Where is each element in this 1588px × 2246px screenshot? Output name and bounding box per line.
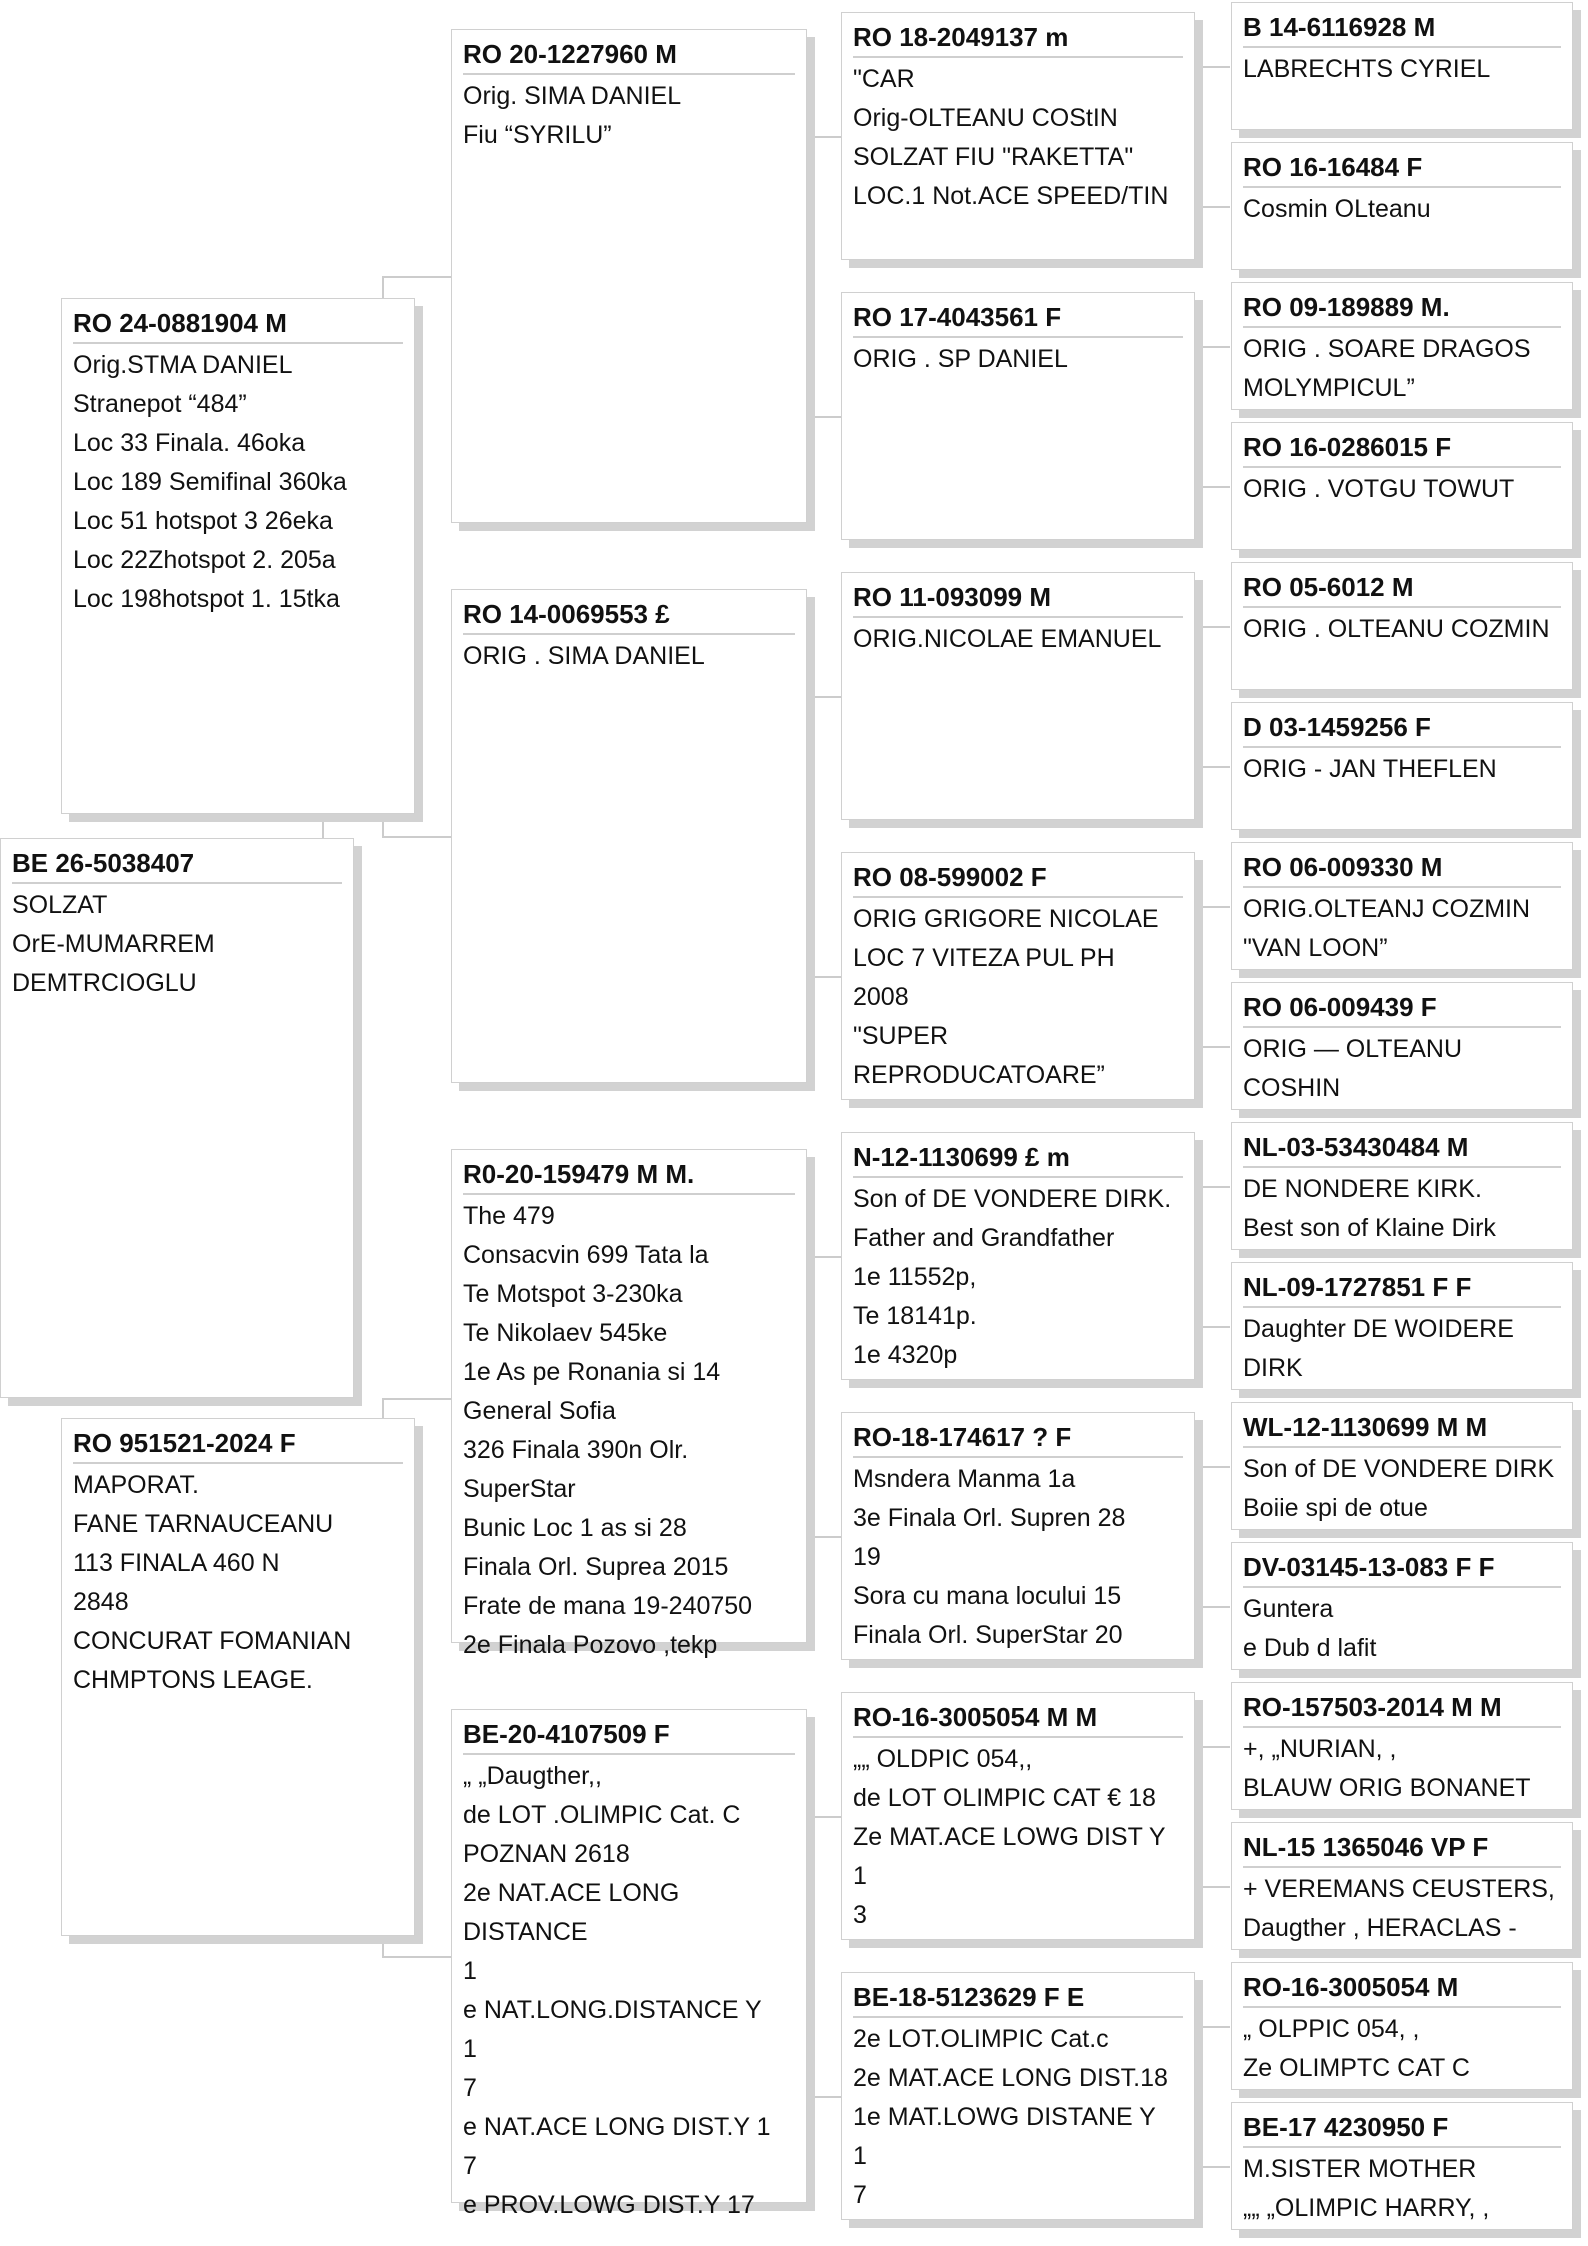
pedigree-line: General Sofia (463, 1397, 616, 1425)
gen4-card (1231, 1822, 1573, 1950)
pedigree-line: LABRECHTS CYRIEL (1243, 55, 1491, 83)
pedigree-line: Fiu “SYRILU” (463, 121, 612, 149)
pedigree-line: Daugther , HERACLAS - (1243, 1914, 1517, 1942)
pedigree-line: OrE-MUMARREM (12, 930, 215, 958)
connector-line (1198, 1046, 1230, 1048)
gen4-card (1231, 1122, 1573, 1250)
ring-number: RO-157503-2014 M M (1243, 1691, 1561, 1728)
ring-number: RO 06-009330 M (1243, 851, 1561, 888)
pedigree-line: LOC.1 Not.ACE SPEED/TIN (853, 182, 1169, 210)
pedigree-line: "SUPER (853, 1022, 949, 1050)
pedigree-line: Loc 189 Semifinal 360ka (73, 468, 347, 496)
gen4-card (1231, 1542, 1573, 1670)
ring-number: RO-16-3005054 M (1243, 1971, 1561, 2008)
pedigree-line: CONCURAT FOMANIAN (73, 1627, 352, 1655)
ring-number: BE 26-5038407 (12, 847, 342, 884)
connector-line (1198, 1746, 1200, 1888)
pedigree-line: MOLYMPICUL” (1243, 374, 1415, 402)
gen2-card (451, 1149, 807, 1659)
ring-number: BE-18-5123629 F E (853, 1981, 1183, 2018)
pedigree-line: Te 18141p. (853, 1302, 977, 1330)
connector-line (1198, 346, 1230, 348)
pedigree-line: Boiie spi de otue (1243, 1494, 1428, 1522)
ring-number: N-12-1130699 £ m (853, 1141, 1183, 1178)
pedigree-line: e NAT.LONG.DISTANCE Y (463, 1996, 762, 2024)
pedigree-line: 1 (463, 2035, 477, 2063)
pedigree-line: Loc 51 hotspot 3 26eka (73, 507, 333, 535)
gen4-card (1231, 562, 1573, 690)
gen4-card (1231, 982, 1573, 1110)
pedigree-line: SOLZAT FIU "RAKETTA" (853, 143, 1134, 171)
pedigree-line: 3 (853, 1901, 867, 1929)
ring-number: BE-20-4107509 F (463, 1718, 795, 1755)
pedigree-line: ORIG . SP DANIEL (853, 345, 1068, 373)
pedigree-line: Son of DE VONDERE DIRK (1243, 1455, 1555, 1483)
pedigree-line: Ze OLIMPTC CAT C (1243, 2054, 1470, 2082)
gen4-card (1231, 1962, 1573, 2090)
pedigree-line: 326 Finala 390n Olr. (463, 1436, 689, 1464)
connector-line (812, 1536, 842, 1538)
pedigree-line: CHMPTONS LEAGE. (73, 1666, 313, 1694)
pedigree-line: 2e MAT.ACE LONG DIST.18 (853, 2064, 1168, 2092)
pedigree-line: Best son of Klaine Dirk (1243, 1214, 1496, 1242)
pedigree-line: 19 (853, 1543, 881, 1571)
ring-number: DV-03145-13-083 F F (1243, 1551, 1561, 1588)
pedigree-line: M.SISTER MOTHER (1243, 2155, 1477, 2183)
connector-line (1198, 626, 1230, 628)
pedigree-line: Consacvin 699 Tata la (463, 1241, 709, 1269)
connector-line (382, 1956, 452, 1958)
connector-line (812, 2096, 842, 2098)
pedigree-line: MAPORAT. (73, 1471, 199, 1499)
pedigree-line: Orig-OLTEANU COStIN (853, 104, 1118, 132)
connector-line (812, 696, 842, 698)
connector-line (812, 1816, 814, 2098)
pedigree-line: LOC 7 VITEZA PUL PH (853, 944, 1115, 972)
pedigree-line: ORIG.OLTEANJ COZMIN (1243, 895, 1531, 923)
gen4-card (1231, 422, 1573, 550)
connector-line (1198, 2026, 1230, 2028)
pedigree-line: Loc 198hotspot 1. 15tka (73, 585, 340, 613)
pedigree-line: „„ „OLIMPIC HARRY, , (1243, 2194, 1490, 2222)
connector-line (1198, 906, 1200, 1048)
ring-number: RO 06-009439 F (1243, 991, 1561, 1028)
connector-line (1198, 66, 1200, 208)
pedigree-line: ORIG . SIMA DANIEL (463, 642, 705, 670)
pedigree-line: „ „Daugther,, (463, 1762, 602, 1790)
pedigree-line: 1 (853, 2142, 867, 2170)
ring-number: RO-18-174617 ? F (853, 1421, 1183, 1458)
ring-number: RO 20-1227960 M (463, 38, 795, 75)
pedigree-line: Te Motspot 3-230ka (463, 1280, 683, 1308)
connector-line (382, 1398, 452, 1400)
connector-line (1198, 1326, 1230, 1328)
pedigree-line: ORIG . OLTEANU COZMIN (1243, 615, 1550, 643)
pedigree-line: „ OLPPIC 054, , (1243, 2015, 1420, 2043)
pedigree-line: "CAR (853, 65, 915, 93)
pedigree-line: ORIG . SOARE DRAGOS (1243, 335, 1531, 363)
connector-line (1198, 766, 1230, 768)
gen2-card (451, 589, 807, 1083)
pedigree-line: 2e Finala Pozovo ,tekp (463, 1631, 718, 1659)
ring-number: RO 24-0881904 M (73, 307, 403, 344)
pedigree-line: Son of DE VONDERE DIRK. (853, 1185, 1172, 1213)
connector-line (1198, 346, 1200, 488)
ring-number: RO 16-16484 F (1243, 151, 1561, 188)
pedigree-line: Loc 22Zhotspot 2. 205a (73, 546, 336, 574)
gen4-card (1231, 1402, 1573, 1530)
gen4-card (1231, 2102, 1573, 2230)
ring-number: B 14-6116928 M (1243, 11, 1561, 48)
connector-line (1198, 1186, 1200, 1328)
pedigree-line: Orig.STMA DANIEL (73, 351, 293, 379)
ring-number: NL-03-53430484 M (1243, 1131, 1561, 1168)
ring-number: RO 951521-2024 F (73, 1427, 403, 1464)
pedigree-line: 2848 (73, 1588, 129, 1616)
connector-line (812, 136, 814, 418)
pedigree-line: Stranepot “484” (73, 390, 247, 418)
pedigree-line: 1 (463, 1957, 477, 1985)
pedigree-line: Father and Grandfather (853, 1224, 1115, 1252)
ring-number: RO 16-0286015 F (1243, 431, 1561, 468)
connector-line (1198, 1186, 1230, 1188)
sire-card (61, 298, 415, 814)
connector-line (812, 416, 842, 418)
pedigree-line: BLAUW ORIG BONANET (1243, 1774, 1531, 1802)
ring-number: WL-12-1130699 M M (1243, 1411, 1561, 1448)
gen3-card (841, 1132, 1195, 1380)
ring-number: D 03-1459256 F (1243, 711, 1561, 748)
connector-line (812, 136, 842, 138)
pedigree-line: + VEREMANS CEUSTERS, (1243, 1875, 1555, 1903)
pedigree-line: Finala Orl. Suprea 2015 (463, 1553, 729, 1581)
pedigree-line: Msndera Manma 1a (853, 1465, 1076, 1493)
subject-card (0, 838, 354, 1398)
gen3-card (841, 1692, 1195, 1940)
ring-number: NL-09-1727851 F F (1243, 1271, 1561, 1308)
pedigree-line: ORIG - JAN THEFLEN (1243, 755, 1497, 783)
connector-line (1198, 1886, 1230, 1888)
pedigree-line: 7 (853, 2181, 867, 2209)
ring-number: RO-16-3005054 M M (853, 1701, 1183, 1738)
connector-line (1198, 1746, 1230, 1748)
pedigree-line: 1 (853, 1862, 867, 1890)
gen3-card (841, 852, 1195, 1100)
connector-line (382, 836, 452, 838)
pedigree-line: "VAN LOON” (1243, 934, 1388, 962)
gen3-card (841, 572, 1195, 820)
ring-number: RO 18-2049137 m (853, 21, 1183, 58)
gen2-card (451, 29, 807, 523)
gen4-card (1231, 842, 1573, 970)
connector-line (1198, 626, 1200, 768)
pedigree-line: COSHIN (1243, 1074, 1341, 1102)
ring-number: RO 17-4043561 F (853, 301, 1183, 338)
pedigree-line: DISTANCE (463, 1918, 588, 1946)
pedigree-line: 113 FINALA 460 N (73, 1549, 280, 1577)
gen3-card (841, 12, 1195, 260)
pedigree-line: Cosmin OLteanu (1243, 195, 1431, 223)
pedigree-line: +, „NURIAN, , (1243, 1735, 1397, 1763)
pedigree-line: DEMTRCIOGLU (12, 969, 197, 997)
pedigree-line: e PROV.LOWG DIST.Y 17 (463, 2191, 755, 2219)
pedigree-line: Daughter DE WOIDERE (1243, 1315, 1514, 1343)
ring-number: NL-15 1365046 VP F (1243, 1831, 1561, 1868)
ring-number: BE-17 4230950 F (1243, 2111, 1561, 2148)
pedigree-line: de LOT OLIMPIC CAT € 18 (853, 1784, 1156, 1812)
pedigree-line: Sora cu mana locului 15 (853, 1582, 1122, 1610)
connector-line (1198, 486, 1230, 488)
gen4-card (1231, 1682, 1573, 1810)
pedigree-line: Loc 33 Finala. 46oka (73, 429, 306, 457)
pedigree-line: Orig. SIMA DANIEL (463, 82, 682, 110)
connector-line (1198, 206, 1230, 208)
pedigree-line: SOLZAT (12, 891, 108, 919)
pedigree-line: POZNAN 2618 (463, 1840, 630, 1868)
pedigree-line: 3e Finala Orl. Supren 28 (853, 1504, 1126, 1532)
dam-card (61, 1418, 415, 1936)
connector-line (1198, 2166, 1230, 2168)
gen3-card (841, 292, 1195, 540)
pedigree-line: 1e 4320p (853, 1341, 958, 1369)
connector-line (1198, 906, 1230, 908)
pedigree-line: Te Nikolaev 545ke (463, 1319, 668, 1347)
pedigree-line: Frate de mana 19-240750 (463, 1592, 753, 1620)
connector-line (1198, 1466, 1200, 1608)
connector-line (812, 1256, 842, 1258)
pedigree-line: SuperStar (463, 1475, 576, 1503)
pedigree-line: REPRODUCATOARE” (853, 1061, 1105, 1089)
pedigree-line: Finala Orl. SuperStar 20 (853, 1621, 1123, 1649)
gen2-card (451, 1709, 807, 2219)
ring-number: RO 11-093099 M (853, 581, 1183, 618)
pedigree-line: DIRK (1243, 1354, 1303, 1382)
gen4-card (1231, 282, 1573, 410)
ring-number: R0-20-159479 M M. (463, 1158, 795, 1195)
pedigree-line: ORIG — OLTEANU (1243, 1035, 1463, 1063)
pedigree-line: FANE TARNAUCEANU (73, 1510, 334, 1538)
pedigree-line: de LOT .OLIMPIC Cat. C (463, 1801, 741, 1829)
pedigree-line: e NAT.ACE LONG DIST.Y 1 (463, 2113, 771, 2141)
gen3-card (841, 1412, 1195, 1660)
connector-line (382, 276, 452, 278)
pedigree-line: 7 (463, 2074, 477, 2102)
pedigree-line: 2e LOT.OLIMPIC Cat.c (853, 2025, 1109, 2053)
pedigree-line: ORIG GRIGORE NICOLAE (853, 905, 1159, 933)
ring-number: RO 05-6012 M (1243, 571, 1561, 608)
pedigree-line: ORIG . VOTGU TOWUT (1243, 475, 1515, 503)
ring-number: RO 08-599002 F (853, 861, 1183, 898)
gen4-card (1231, 1262, 1573, 1390)
gen4-card (1231, 142, 1573, 270)
pedigree-line: 1e 11552p, (853, 1263, 977, 1291)
pedigree-line: „„ OLDPIC 054,, (853, 1745, 1033, 1773)
connector-line (1198, 1606, 1230, 1608)
connector-line (812, 1256, 814, 1538)
pedigree-line: Guntera (1243, 1595, 1334, 1623)
connector-line (812, 1816, 842, 1818)
pedigree-line: e Dub d lafit (1243, 1634, 1377, 1662)
connector-line (1198, 2026, 1200, 2168)
connector-line (812, 976, 842, 978)
gen3-card (841, 1972, 1195, 2220)
pedigree-line: 2008 (853, 983, 909, 1011)
pedigree-line: 2e NAT.ACE LONG (463, 1879, 680, 1907)
pedigree-line: The 479 (463, 1202, 555, 1230)
ring-number: RO 09-189889 M. (1243, 291, 1561, 328)
pedigree-line: 1e As pe Ronania si 14 (463, 1358, 721, 1386)
connector-line (1198, 66, 1230, 68)
ring-number: RO 14-0069553 £ (463, 598, 795, 635)
pedigree-line: Ze MAT.ACE LOWG DIST Y (853, 1823, 1166, 1851)
pedigree-line: 1e MAT.LOWG DISTANE Y (853, 2103, 1156, 2131)
pedigree-line: Bunic Loc 1 as si 28 (463, 1514, 687, 1542)
pedigree-line: 7 (463, 2152, 477, 2180)
pedigree-line: ORIG.NICOLAE EMANUEL (853, 625, 1162, 653)
connector-line (1198, 1466, 1230, 1468)
gen4-card (1231, 2, 1573, 130)
pedigree-line: DE NONDERE KIRK. (1243, 1175, 1482, 1203)
gen4-card (1231, 702, 1573, 830)
connector-line (812, 696, 814, 978)
